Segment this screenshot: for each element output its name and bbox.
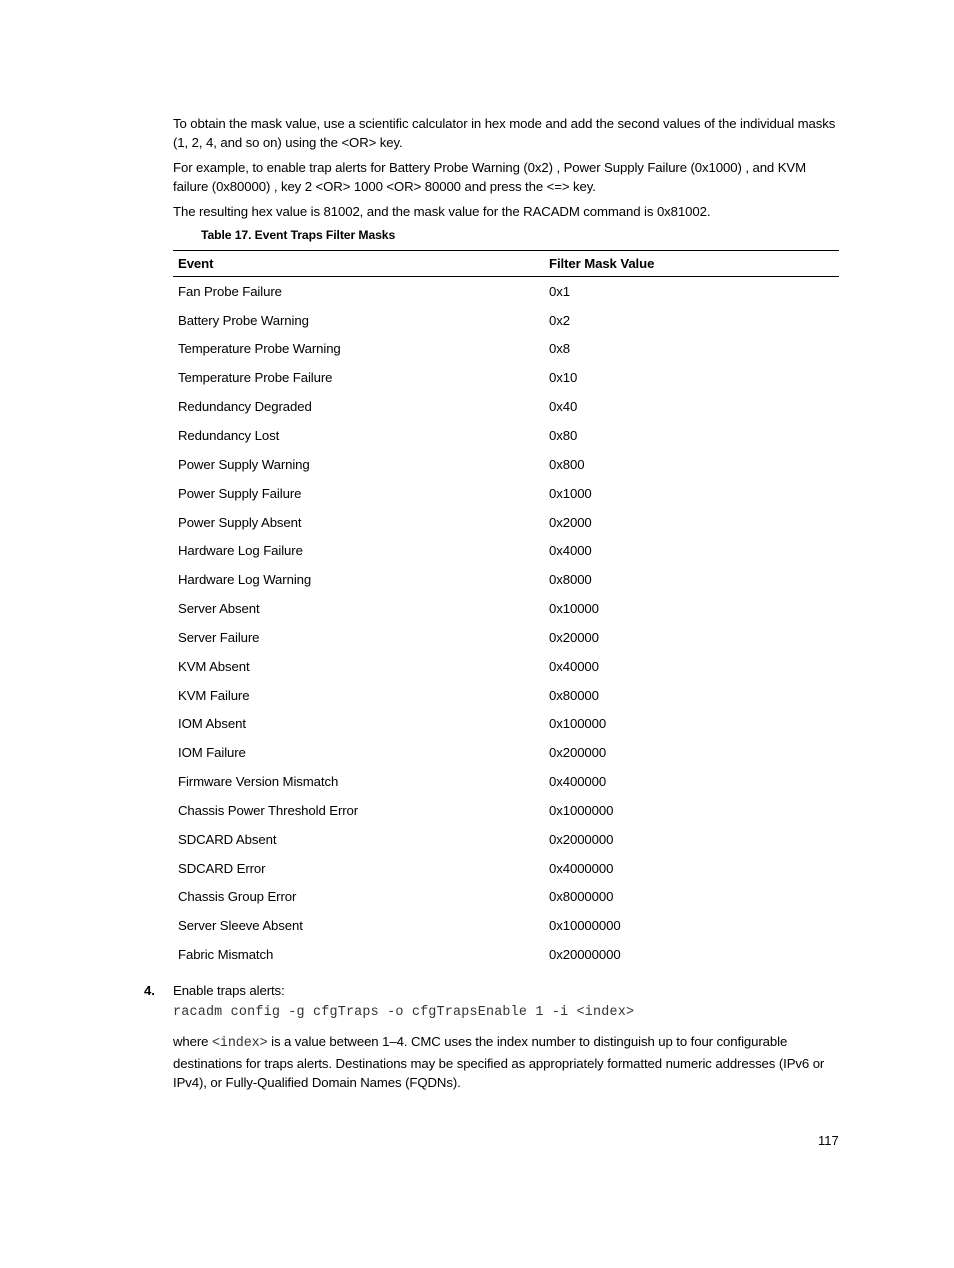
step-number: 4. [144, 983, 155, 999]
page-content [144, 114, 839, 1097]
table-row [173, 364, 839, 393]
event-cell: Hardware Log Failure [178, 543, 303, 559]
table-row [173, 825, 839, 854]
filter-mask-cell: 0x8000000 [549, 889, 614, 905]
event-cell: Power Supply Failure [178, 485, 302, 501]
event-cell: Fabric Mismatch [178, 947, 274, 963]
event-cell: IOM Absent [178, 716, 246, 732]
filter-mask-cell: 0x40000 [549, 658, 599, 674]
filter-mask-cell: 0x1 [549, 283, 570, 299]
table-row [173, 912, 839, 941]
table-row [173, 796, 839, 825]
table-row [173, 421, 839, 450]
filter-mask-cell: 0x400000 [549, 774, 607, 790]
table-row [173, 940, 839, 969]
filter-mask-cell: 0x1000 [549, 485, 592, 501]
event-cell: Firmware Version Mismatch [178, 774, 339, 790]
event-cell: Battery Probe Warning [178, 312, 309, 328]
table-row [173, 681, 839, 710]
step-explanation [173, 1032, 839, 1092]
filter-mask-cell: 0x20000000 [549, 947, 621, 963]
filter-mask-cell: 0x80 [549, 427, 578, 443]
command-code: racadm config -g cfgTraps -o cfgTrapsEnable 1 -i <index> [173, 1004, 635, 1020]
filter-mask-cell: 0x4000 [549, 543, 592, 559]
intro-paragraph-mask: To obtain the mask value, use a scientific calculator in hex mode and add the second values of the individual masks (1, 2, 4, and so on) using the <OR> key. [173, 116, 836, 151]
filter-mask-cell: 0x10000 [549, 601, 599, 617]
filter-mask-cell: 0x10 [549, 370, 578, 386]
event-cell: IOM Failure [178, 745, 246, 761]
event-cell: Fan Probe Failure [178, 283, 282, 299]
table-header [173, 251, 839, 277]
filter-mask-cell: 0x4000000 [549, 860, 614, 876]
table-row [173, 306, 839, 335]
event-cell: Redundancy Degraded [178, 399, 312, 415]
filter-mask-cell: 0x2000 [549, 514, 592, 530]
table-row [173, 335, 839, 364]
step-4 [144, 981, 839, 1092]
filter-mask-cell: 0x40 [549, 399, 578, 415]
table-row [173, 710, 839, 739]
table-row [173, 854, 839, 883]
index-inline-code: <index> [211, 1036, 268, 1052]
filter-mask-cell: 0x80000 [549, 687, 599, 703]
table-row [173, 565, 839, 594]
table-caption: Table 17. Event Traps Filter Masks [201, 228, 396, 243]
event-cell: Chassis Power Threshold Error [178, 802, 359, 818]
event-cell: Power Supply Absent [178, 514, 302, 530]
table-row [173, 652, 839, 681]
table-row [173, 594, 839, 623]
event-cell: SDCARD Absent [178, 831, 277, 847]
where-suffix: is a value between 1–4. CMC uses the index number to distinguish up to four configurable destinations for traps alerts. Destinations may be specified as appropriately formatted numeric addresses (IPv6 or IPv4), or Fully-Qualified Domain Names (FQDNs). [173, 1034, 825, 1090]
table-body [173, 277, 839, 970]
page-number: 117 [818, 1133, 839, 1148]
event-cell: Redundancy Lost [178, 427, 280, 443]
event-cell: Temperature Probe Failure [178, 370, 333, 386]
table-row [173, 739, 839, 768]
event-cell: Server Absent [178, 601, 260, 617]
where-prefix: where [173, 1034, 212, 1050]
event-cell: Chassis Group Error [178, 889, 297, 905]
filter-mask-cell: 0x2000000 [549, 831, 614, 847]
filter-mask-cell: 0x10000000 [549, 918, 621, 934]
table-row [173, 450, 839, 479]
table-row [173, 392, 839, 421]
event-cell: KVM Failure [178, 687, 250, 703]
event-cell: SDCARD Error [178, 860, 266, 876]
filter-mask-cell: 0x200000 [549, 745, 607, 761]
filter-mask-cell: 0x8000 [549, 572, 592, 588]
filter-mask-cell: 0x20000 [549, 629, 599, 645]
table-header-row [173, 251, 839, 277]
intro-paragraph-example: For example, to enable trap alerts for Battery Probe Warning (0x2) , Power Supply Failure (0x1000) , and KVM failure (0x80000) , key 2 <OR> 1000 <OR> 80000 and press the <=> key. [173, 159, 806, 195]
step-text: Enable traps alerts: [173, 983, 285, 999]
table-row [173, 883, 839, 912]
filter-mask-cell: 0x8 [549, 341, 570, 357]
table-row [173, 537, 839, 566]
filter-mask-cell: 0x1000000 [549, 802, 614, 818]
table-row [173, 277, 839, 306]
table-row [173, 479, 839, 508]
table-row [173, 767, 839, 796]
event-cell: Server Sleeve Absent [178, 918, 303, 934]
table-row [173, 623, 839, 652]
column-header-filter-mask: Filter Mask Value [544, 251, 839, 277]
event-cell: Temperature Probe Warning [178, 341, 341, 357]
intro-paragraph-result: The resulting hex value is 81002, and the mask value for the RACADM command is 0x81002. [173, 203, 711, 219]
filter-mask-cell: 0x100000 [549, 716, 607, 732]
event-cell: Hardware Log Warning [178, 572, 312, 588]
column-header-event: Event [173, 251, 544, 277]
event-traps-table [173, 250, 839, 969]
event-cell: Power Supply Warning [178, 456, 310, 472]
filter-mask-cell: 0x800 [549, 456, 585, 472]
event-cell: Server Failure [178, 629, 260, 645]
table-row [173, 508, 839, 537]
event-cell: KVM Absent [178, 658, 250, 674]
filter-mask-cell: 0x2 [549, 312, 570, 328]
